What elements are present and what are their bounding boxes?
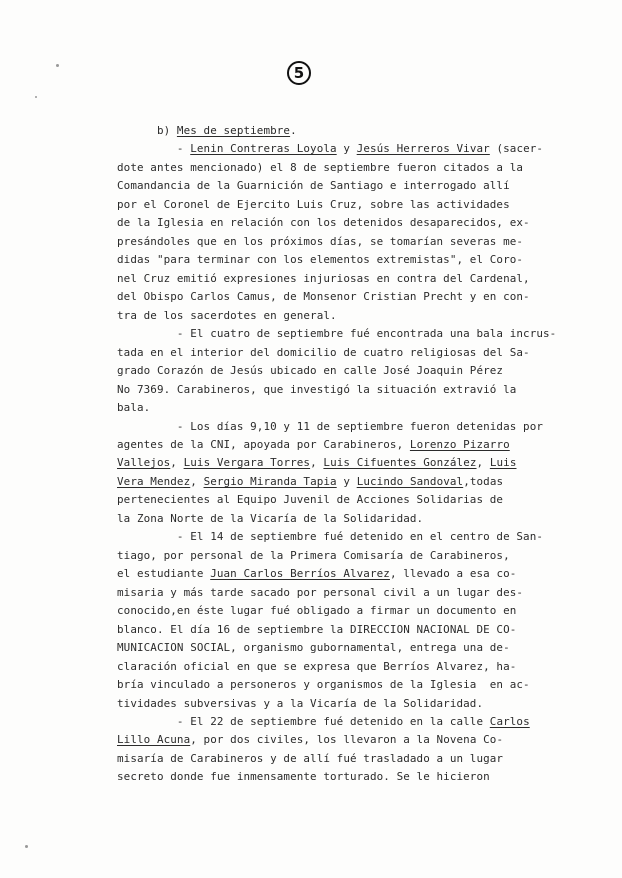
text-segment: - El 22 de septiembre fué detenido en la calle [117, 715, 490, 728]
text-segment: didas "para terminar con los elementos extremistas", el Coro- [117, 253, 524, 267]
text-segment: conocido,en éste lugar fué obligado a firmar un documento en [117, 604, 517, 618]
underlined-name: Lorenzo Pizarro [409, 437, 510, 451]
text-segment: misaria y más tarde sacado por personal civil a un lugar des- [117, 585, 524, 599]
text-line [117, 510, 557, 528]
text-segment: ,todas [463, 474, 504, 488]
underlined-name: Vera Mendez [117, 474, 191, 488]
text-segment: de la Iglesia en relación con los detenidos desaparecidos, ex- [117, 216, 530, 230]
text-segment: tividades subversivas y a la Vicaría de la Solidaridad. [117, 696, 484, 710]
text-segment: - El 14 de septiembre fué detenido en el centro de San- [117, 530, 544, 544]
text-segment: , [190, 474, 204, 488]
text-segment: secreto donde fue inmensamente torturado. Se le hicieron [117, 770, 490, 784]
text-segment: bría vinculado a personeros y organismos de la Iglesia en ac- [117, 678, 530, 692]
text-segment: - El cuatro de septiembre fué encontrada una bala incrus- [117, 327, 557, 341]
underlined-name: Lenin Contreras Loyola [190, 142, 337, 156]
text-segment: grado Corazón de Jesús ubicado en calle José Joaquin Pérez [117, 364, 504, 378]
text-segment: - [117, 142, 191, 156]
text-segment: MUNICACION SOCIAL, organismo gubornamental, entrega una de- [117, 641, 510, 655]
text-line [117, 491, 557, 509]
text-line [117, 713, 557, 731]
text-line [117, 695, 557, 713]
underlined-name: Jesús Herreros Vivar [356, 142, 490, 156]
scan-speck [25, 845, 28, 848]
text-segment: , [476, 456, 490, 470]
text-line [117, 565, 557, 583]
text-line [117, 473, 557, 491]
text-line [117, 270, 557, 288]
text-line [117, 122, 557, 140]
text-line [117, 344, 557, 362]
text-line [117, 307, 557, 325]
text-segment: (sacer- [489, 142, 544, 156]
text-line [117, 731, 557, 749]
text-segment: . [290, 124, 297, 137]
text-segment: misaría de Carabineros y de allí fué trasladado a un lugar [117, 751, 504, 765]
text-segment: dote antes mencionado) el 8 de septiembre fueron citados a la [117, 160, 524, 174]
underlined-name: Sergio Miranda Tapia [203, 474, 337, 488]
underlined-name: Carlos [489, 715, 530, 728]
text-line [117, 547, 557, 565]
text-line [117, 251, 557, 269]
text-segment: presándoles que en los próximos días, se tomarían severas me- [117, 234, 524, 248]
scan-speck [56, 64, 59, 67]
text-line [117, 325, 557, 343]
underlined-name: Luis [489, 456, 517, 470]
text-line [117, 233, 557, 251]
page-number-circle: 5 [287, 61, 311, 85]
text-line [117, 750, 557, 768]
text-line [117, 140, 557, 158]
text-segment: , llevado a esa co- [389, 567, 517, 581]
text-line [117, 528, 557, 546]
text-line [117, 584, 557, 602]
text-segment: - Los días 9,10 y 11 de septiembre fueron detenidas por [117, 419, 544, 433]
text-line [117, 621, 557, 639]
text-segment: por el Coronel de Ejercito Luis Cruz, sobre las actividades [117, 197, 510, 211]
text-segment: bala. [117, 401, 151, 415]
body-text [117, 122, 557, 787]
underlined-name: Juan Carlos Berríos Alvarez [210, 567, 390, 581]
text-line [117, 177, 557, 195]
underlined-name: Mes de septiembre [176, 124, 291, 137]
text-line [117, 214, 557, 232]
text-segment: agentes de la CNI, apoyada por Carabineros, [117, 437, 410, 451]
text-line [117, 381, 557, 399]
underlined-name: Luis Cifuentes González [323, 456, 477, 470]
underlined-name: Vallejos [117, 456, 171, 470]
underlined-name: Luis Vergara Torres [183, 456, 311, 470]
text-segment: Comandancia de la Guarnición de Santiago e interrogado allí [117, 179, 510, 193]
text-line [117, 436, 557, 454]
text-segment: el estudiante [117, 567, 211, 581]
text-segment: del Obispo Carlos Camus, de Monsenor Cristian Precht y en con- [117, 290, 530, 304]
text-line [117, 454, 557, 472]
text-line [117, 399, 557, 417]
text-line [117, 602, 557, 620]
text-segment: tra de los sacerdotes en general. [117, 308, 337, 322]
text-segment: y [336, 142, 357, 156]
text-segment: , [170, 456, 184, 470]
text-line [117, 159, 557, 177]
text-line [117, 196, 557, 214]
scan-speck [35, 96, 37, 98]
text-segment: la Zona Norte de la Vicaría de la Solidaridad. [117, 511, 424, 525]
text-line [117, 362, 557, 380]
text-segment: , por dos civiles, los llevaron a la Novena Co- [190, 733, 504, 747]
text-segment: y [336, 474, 357, 488]
text-line [117, 288, 557, 306]
text-line [117, 658, 557, 676]
underlined-name: Lillo Acuna [117, 733, 191, 747]
text-segment: blanco. El día 16 de septiembre la DIRECCION NACIONAL DE CO- [117, 622, 517, 636]
text-segment: , [310, 456, 324, 470]
text-segment: nel Cruz emitió expresiones injuriosas en contra del Cardenal, [117, 271, 530, 285]
text-segment: claración oficial en que se expresa que Berríos Alvarez, ha- [117, 659, 517, 673]
underlined-name: Lucindo Sandoval [356, 474, 464, 488]
text-segment: No 7369. Carabineros, que investigó la situación extravió la [117, 382, 517, 396]
text-line [117, 418, 557, 436]
text-line [117, 676, 557, 694]
text-segment: tiago, por personal de la Primera Comisaría de Carabineros, [117, 548, 510, 562]
text-segment: pertenecientes al Equipo Juvenil de Acciones Solidarias de [117, 493, 504, 507]
text-line [117, 768, 557, 786]
text-segment: b) [117, 124, 177, 137]
text-segment: tada en el interior del domicilio de cuatro religiosas del Sa- [117, 345, 530, 359]
text-line [117, 639, 557, 657]
